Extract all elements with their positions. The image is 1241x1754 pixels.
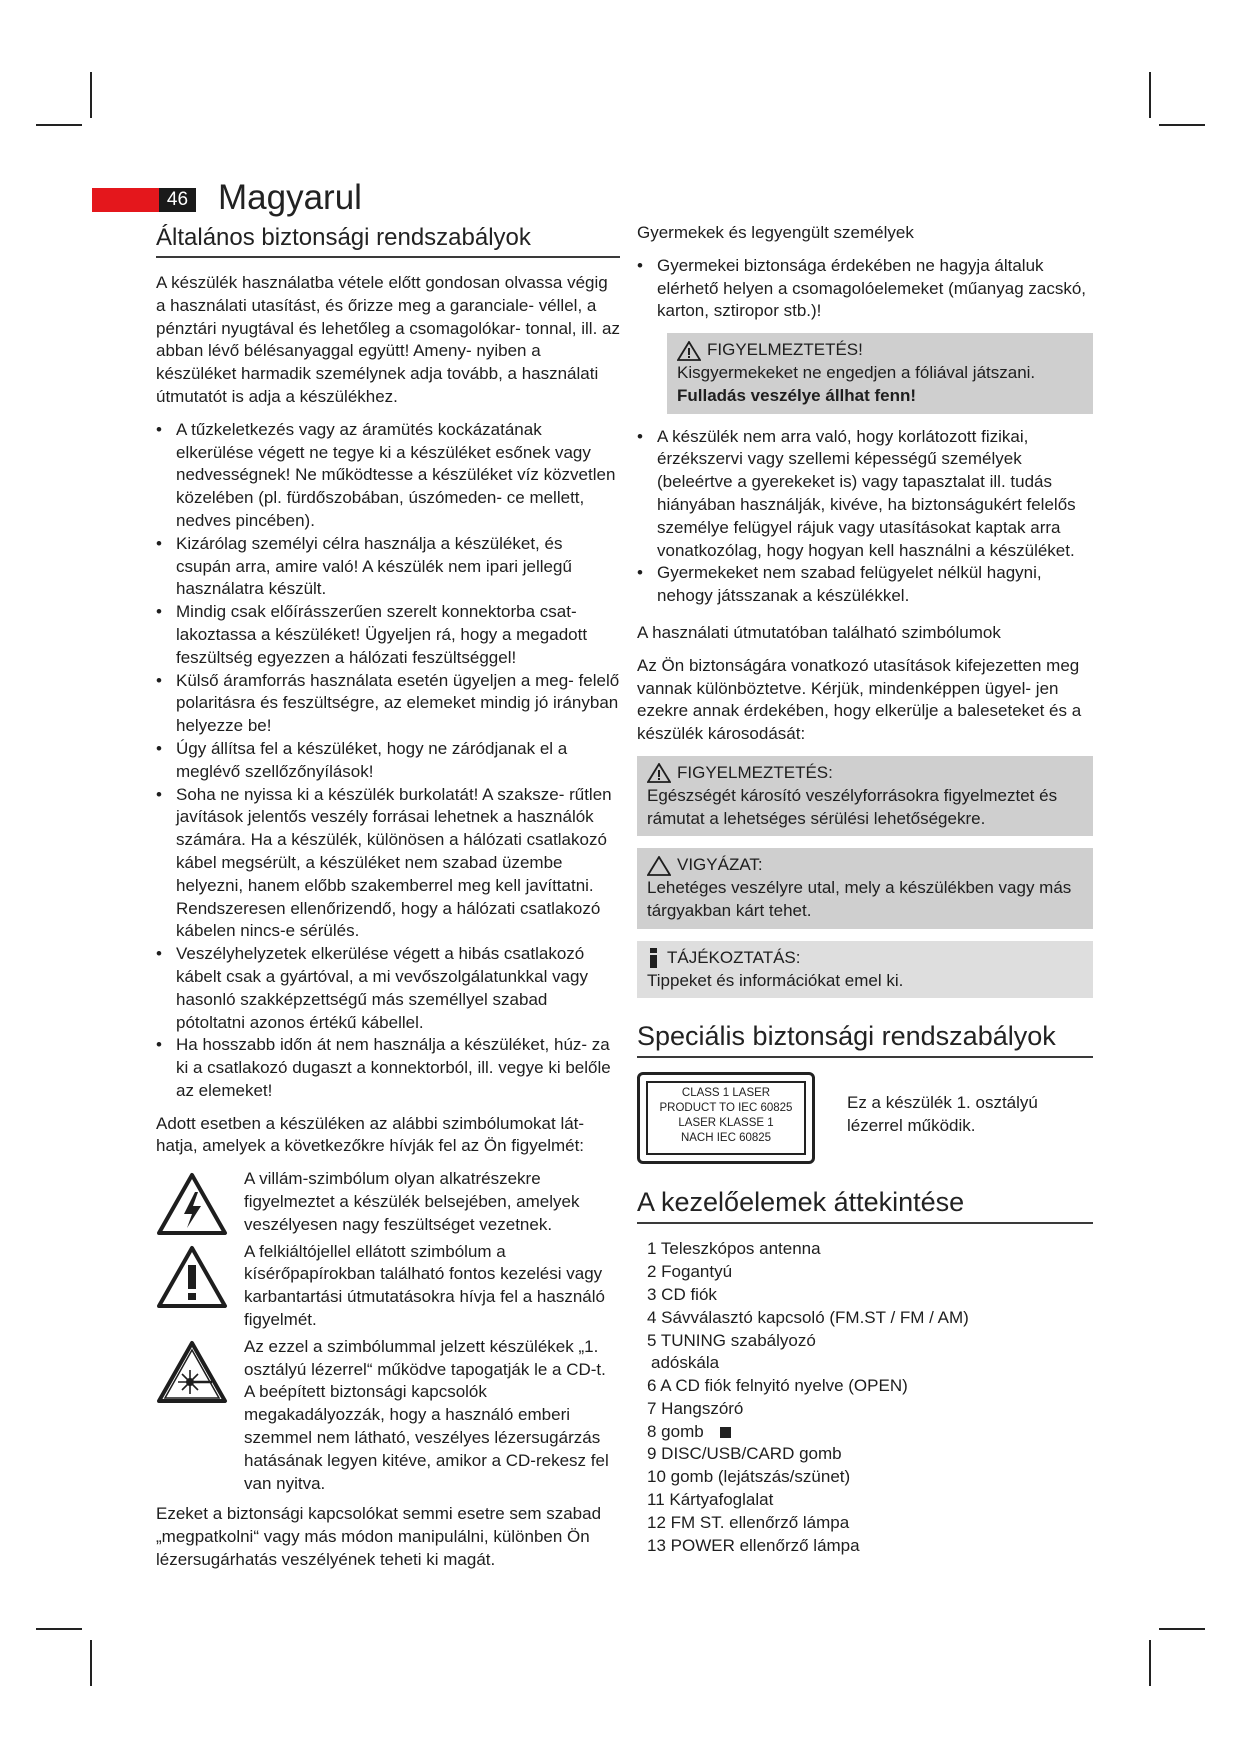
- right-column: [637, 222, 1093, 1557]
- crop-mark: [90, 1640, 92, 1686]
- page-header: [92, 176, 652, 220]
- laser-class-row: [637, 1072, 1093, 1164]
- list-item: 5 TUNING szabályozó: [647, 1330, 816, 1350]
- symbol-text: A felkiáltójellel ellátott szimbólum a kísérőpapírokban található fontos kezelési vagy karbantartási útmutatásokra hívja fel a használó figyelmét.: [244, 1241, 605, 1330]
- notice-text: Egészségét károsító veszélyforrásokra figyelmeztet és rámutat a lehetséges sérülési lehetőségekre.: [647, 785, 1058, 828]
- notice-warning: [637, 756, 1093, 836]
- notice-text: Tippeket és információkat emel ki.: [647, 970, 904, 990]
- list-item: 8 gomb: [647, 1421, 1093, 1444]
- crop-mark: [1149, 72, 1151, 118]
- exclamation-warning-icon: [156, 1245, 228, 1309]
- list-item: 12 FM ST. ellenőrző lámpa: [647, 1512, 850, 1532]
- children-bullets-1: [637, 255, 1093, 323]
- notice-caution: [637, 848, 1093, 928]
- list-item: 2 Fogantyú: [647, 1262, 733, 1282]
- info-icon: [647, 948, 661, 968]
- safety-bullets: [156, 419, 620, 1103]
- list-item: • Külső áramforrás használata esetén ügyeljen a meg- felelő polaritásra és feszültségre, az elemeket mindig jó irányban helyezze be!: [156, 670, 620, 736]
- controls-list: [647, 1238, 1093, 1557]
- list-item: • A tűzkeletkezés vagy az áramütés kockázatának elkerülése végett ne tegye ki a készüléket esőnek vagy nedvességnek! Ne működtesse a készüléket víz közvetlen közelében (pl. fürdőszobában, úszómeden- ce mellett, nedves pincében).: [156, 419, 616, 530]
- special-safety-title: Speciális biztonsági rendszabályok: [637, 1018, 1093, 1058]
- warning-line-bold: Fulladás veszélye állhat fenn!: [677, 385, 917, 405]
- caution-triangle-icon: [647, 856, 671, 876]
- list-item: • Kizárólag személyi célra használja a készüléket, és csupán arra, amire való! A készülék nem ipari jellegű használatra készült.: [156, 533, 572, 599]
- chapter-title: Magyarul: [218, 178, 362, 217]
- list-item: 1 Teleszkópos antenna: [647, 1239, 821, 1259]
- lightning-warning-icon: [156, 1172, 228, 1236]
- closing-paragraph: Ezeket a biztonsági kapcsolókat semmi esetre sem szabad „megpatkolni“ vagy más módon manipulálni, különben Ön lézersugárhatás veszélyének teheti ki magát.: [156, 1504, 602, 1570]
- laser-label-line: PRODUCT TO IEC 60825: [659, 1102, 793, 1115]
- symbol-row-laser: [156, 1336, 620, 1496]
- laser-label-line: CLASS 1 LASER: [681, 1087, 771, 1100]
- page-number: 46: [159, 188, 196, 212]
- list-item: 4 Sávválasztó kapcsoló (FM.ST / FM / AM): [647, 1307, 969, 1327]
- warning-triangle-icon: [647, 763, 671, 783]
- list-item: 6 A CD fiók felnyitó nyelve (OPEN): [647, 1376, 908, 1396]
- warning-line: Kisgyermekeket ne engedjen a fóliával játszani.: [677, 362, 1036, 382]
- warning-box: [667, 333, 1093, 413]
- symbol-row-exclamation: [156, 1241, 620, 1332]
- crop-mark: [1159, 1628, 1205, 1630]
- laser-class-label: [637, 1072, 815, 1164]
- list-item: adóskála: [651, 1353, 720, 1373]
- list-item: • Soha ne nyissa ki a készülék burkolatát! A szaksze- rűtlen javítások jelentős veszély forrásai lehetnek a használók számára. Ha a készülék, különösen a hálózati csatlakozó kábel megsérült, a készüléket nem szabad üzembe helyezni, hanem előbb szakemberrel meg kell javíttatni. Rendszeresen ellenőrizendő, hogy a hálózati csatlakozó kábelen nincs-e sérülés.: [156, 784, 612, 941]
- notice-info: [637, 941, 1093, 999]
- list-item: • Veszélyhelyzetek elkerülése végett a hibás csatlakozó kábelt csak a gyártóval, a mi vevőszolgálatunkkal vagy hasonló szakképzettségű más személlyel szabad pótoltatni azonos értékű kábellel.: [156, 944, 588, 1032]
- crop-mark: [1149, 1640, 1151, 1686]
- notice-title: VIGYÁZAT:: [677, 855, 763, 875]
- general-safety-title: Általános biztonsági rendszabályok: [156, 222, 620, 258]
- symbol-row-lightning: [156, 1168, 620, 1236]
- crop-mark: [36, 1628, 82, 1630]
- symbols-intro: Adott esetben a készüléken az alábbi szimbólumokat lát- hatja, amelyek a következőkre hívják fel az Ön figyelmét:: [156, 1113, 585, 1156]
- list-item: • Mindig csak előírásszerűen szerelt konnektorba csat- lakoztassa a készüléket! Ügyeljen rá, hogy a megadott feszültség egyezzen a hálózati feszültséggel!: [156, 602, 588, 667]
- warning-triangle-icon: [677, 341, 701, 361]
- list-item: • Gyermekeket nem szabad felügyelet nélkül hagyni, nehogy játsszanak a készülékkel.: [637, 563, 1042, 606]
- list-item: 7 Hangszóró: [647, 1398, 744, 1418]
- list-item: 9 DISC/USB/CARD gomb: [647, 1444, 842, 1464]
- stop-icon: [720, 1427, 731, 1438]
- laser-class-text: Ez a készülék 1. osztályú lézerrel működik.: [847, 1093, 1038, 1136]
- notice-title: TÁJÉKOZTATÁS:: [667, 947, 801, 967]
- intro-paragraph: A készülék használatba vétele előtt gondosan olvassa végig a használati utasítást, és őrizze meg a garanciale- véllel, a pénztári nyugtával és lehetőleg a csomagolókar- tonnal, ill. az abban lévő bélésanyaggal együtt! Ameny- nyiben a készüléket harmadik személynek adja tovább, a használati útmutatót is adja a készülékhez.: [156, 273, 620, 406]
- laser-label-line: LASER KLASSE 1: [678, 1117, 774, 1130]
- children-bullets-2: [637, 426, 1093, 608]
- list-item: 10 gomb (lejátszás/szünet): [647, 1467, 851, 1487]
- warning-title: FIGYELMEZTETÉS!: [707, 340, 863, 360]
- laser-label-line: NACH IEC 60825: [680, 1132, 772, 1145]
- crop-mark: [90, 72, 92, 118]
- list-item: • A készülék nem arra való, hogy korlátozott fizikai, érzékszervi vagy szellemi képességű személyek (beleértve a gyerekeket is) vagy tapasztalat ill. tudás hiányában használják, kivéve, ha biztonságukért felelős személye felügyel rájuk vagy utasításokat kaptak arra vonatkozólag, hogy hogyan kell használni a készüléket.: [637, 426, 1076, 560]
- list-item: 11 Kártyafoglalat: [647, 1490, 774, 1510]
- crop-mark: [36, 124, 82, 126]
- symbol-text: Az ezzel a szimbólummal jelzett készülékek „1. osztályú lézerrel“ működve tapogatják le a CD-t. A beépített biztonsági kapcsolók megakadályozzák, hogy a használó emberi szemmel nem látható, veszélyes lézersugárzás hatásának legyen kitéve, amikor a CD-rekesz fel van nyitva.: [244, 1336, 609, 1493]
- list-item: 13 POWER ellenőrző lámpa: [647, 1535, 860, 1555]
- symbol-text: A villám-szimbólum olyan alkatrészekre figyelmeztet a készülék belsejében, amelyek veszélyesen nagy feszültséget vezetnek.: [244, 1169, 580, 1234]
- laser-warning-icon: [156, 1340, 228, 1404]
- symbols-intro-right: Az Ön biztonságára vonatkozó utasítások kifejezetten meg vannak különböztetve. Kérjük, mindenképpen ügyel- jen ezekre annak érdekében, hogy elkerülje a baleseteket és a készülék károsodását:: [637, 655, 1082, 744]
- children-heading: Gyermekek és legyengült személyek: [637, 223, 914, 242]
- left-column: [156, 222, 620, 1582]
- notice-text: Lehetéges veszélyre utal, mely a készülékben vagy más tárgyakban kárt tehet.: [647, 878, 1072, 920]
- crop-mark: [1159, 124, 1205, 126]
- list-item: • Gyermekei biztonsága érdekében ne hagyja általuk elérhető helyen a csomagolóelemeket (műanyag zacskó, karton, sztiropor stb.)!: [637, 255, 1087, 321]
- controls-title: A kezelőelemek áttekintése: [637, 1184, 1093, 1224]
- list-item: • Úgy állítsa fel a készüléket, hogy ne záródjanak el a meglévő szellőzőnyílások!: [156, 738, 568, 781]
- notice-title: FIGYELMEZTETÉS:: [677, 762, 833, 782]
- symbols-heading: A használati útmutatóban található szimbólumok: [637, 622, 1001, 642]
- list-item: • Ha hosszabb időn át nem használja a készüléket, húz- za ki a csatlakozó dugaszt a konnektorból, ill. vegye ki belőle az elemeket!: [156, 1035, 611, 1100]
- list-item: 3 CD fiók: [647, 1284, 717, 1304]
